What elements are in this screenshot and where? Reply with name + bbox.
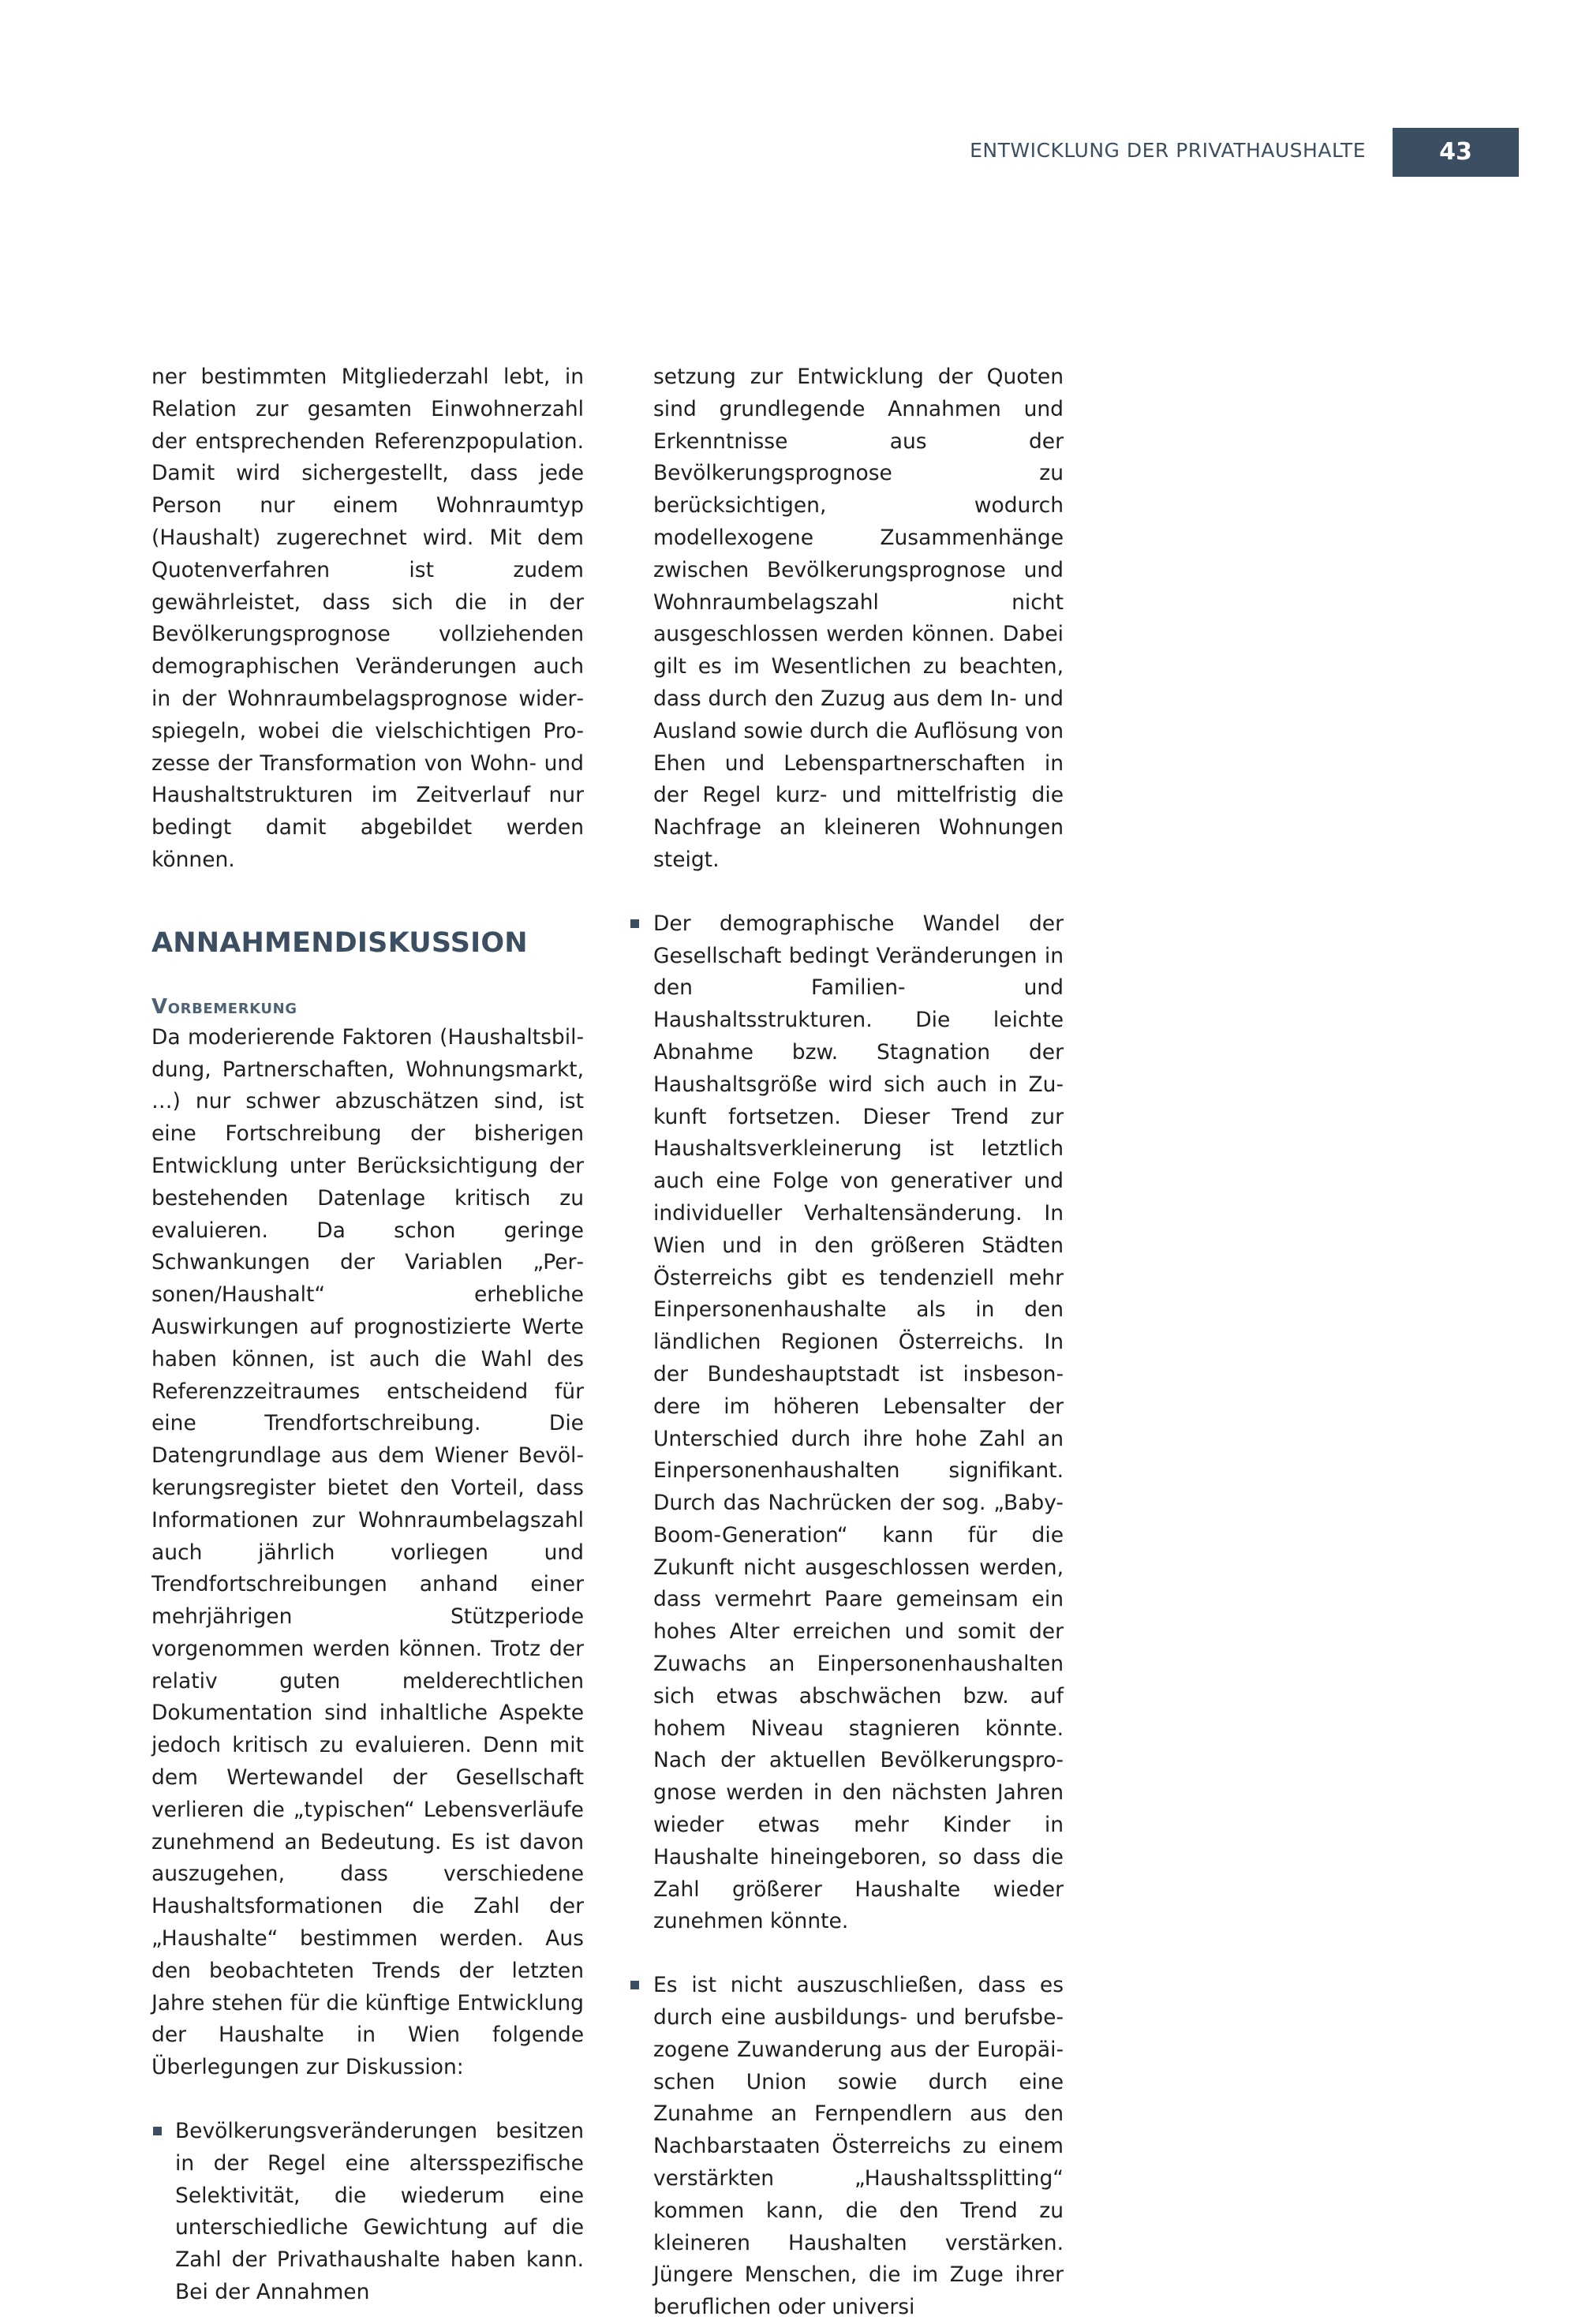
right-column — [653, 361, 1064, 2324]
bullet-item — [629, 908, 1064, 1939]
square-bullet-icon — [153, 2127, 162, 2135]
continuation-paragraph: setzung zur Entwicklung der Quoten sind grundlegende Annahmen und Erkenntnisse aus der Bevölkerungsprognose zu berücksichtigen, wodurch modellexogene Zusammenhänge zwischen Bevölkerungsprognose und Wohnraumbelagszahl nicht ausgeschlossen werden können. Dabei gilt es im Wesentlichen zu beachten, dass durch den Zuzug aus dem In- und Ausland sowie durch die Auflösung von Ehen und Lebenspartnerschaften in der Regel kurz- und mittelfristig die Nachfrage an kleineren Wohnungen steigt. — [653, 365, 1064, 872]
bullet-text: Es ist nicht auszuschließen, dass es durch eine ausbildungs- und berufsbezogene Zuwanderung aus der Europäischen Union sowie durch eine Zunahme an Fernpendlern aus den Nachbarstaaten Österreichs zu einem verstärkten „Haushaltssplitting“ kommen kann, die den Trend zu kleineren Haushalten verstärken. Jüngere Menschen, die im Zuge ihrer beruflichen oder universi — [653, 1973, 1064, 2320]
page-number-badge — [1393, 128, 1519, 177]
bullet-item — [629, 1970, 1064, 2324]
left-column — [151, 361, 584, 2309]
page-number: 43 — [1439, 138, 1472, 166]
bullet-text: Der demographische Wandel der Gesellschaft bedingt Veränderungen in den Familien- und Haushaltsstrukturen. Die leichte Abnahme bzw. Stagnation der Haushaltsgröße wird sich auch in Zukunft fortsetzen. Dieser Trend zur Haushaltsverkleinerung ist letztlich auch eine Folge von generativer und individueller Verhaltensänderung. In Wien und in den größeren Städten Österreichs gibt es tendenziell mehr Einpersonenhaushalte als in den ländlichen Regionen Österreichs. In der Bundeshauptstadt ist insbesondere im höheren Lebensalter der Unterschied durch ihre hohe Zahl an Einpersonenhaushalten signifikant. Durch das Nachrücken der sog. „Baby-Boom-Generation“ kann für die Zukunft nicht ausgeschlossen werden, dass vermehrt Paare gemeinsam ein hohes Alter erreichen und somit der Zuwachs an Einpersonenhaushalten sich etwas abschwächen bzw. auf hohem Niveau stagnieren könnte. Nach der aktuellen Bevölkerungsprognose werden in den nächsten Jahren wieder etwas mehr Kinder in Haushalte hineingeboren, so dass die Zahl größerer Haushalte wieder zunehmen könnte. — [653, 911, 1064, 1934]
bullet-text: Bevölkerungsveränderungen besitzen in der Regel eine altersspezifische Selektivität, die wiederum eine unterschiedliche Gewichtung auf die Zahl der Privathaushalte haben kann. Bei der Annahmen — [175, 2119, 584, 2305]
body-paragraph: Da moderierende Faktoren (Haushaltsbildung, Partnerschaften, Wohnungsmarkt, …) nur schwer abzuschätzen sind, ist eine Fortschreibung der bisherigen Entwicklung unter Berücksichtigung der bestehenden Datenlage kritisch zu evaluieren. Da schon geringe Schwankungen der Variablen „Personen/Haushalt“ erhebliche Auswirkungen auf prognostizierte Werte haben können, ist auch die Wahl des Referenzzeitraumes entscheidend für eine Trendfortschreibung. Die Datengrundlage aus dem Wiener Bevölkerungsregister bietet den Vorteil, dass Informationen zur Wohnraumbelagszahl auch jährlich vorliegen und Trendfortschreibungen anhand einer mehrjährigen Stützperiode vorgenommen werden können. Trotz der relativ guten melderechtlichen Dokumentation sind inhaltliche Aspekte jedoch kritisch zu evaluieren. Denn mit dem Wertewandel der Gesellschaft verlieren die „typischen“ Lebensverläufe zunehmend an Bedeutung. Es ist davon auszugehen, dass verschiedene Haushaltsformationen die Zahl der „Haushalte“ bestimmen werden. Aus den beobachteten Trends der letzten Jahre stehen für die künftige Entwicklung der Haushalte in Wien folgende Überlegungen zur Diskussion: — [151, 1024, 584, 2080]
running-header-title: ENTWICKLUNG DER PRIVATHAUSHALTE — [970, 139, 1366, 162]
square-bullet-icon — [630, 1981, 639, 1989]
subheading: Vorbemerkung — [151, 994, 297, 1019]
section-title: ANNAHMENDISKUSSION — [151, 926, 528, 959]
intro-paragraph: ner bestimmten Mitgliederzahl lebt, in Relation zur gesamten Einwohnerzahl der entsprechenden Referenzpopulation. Damit wird sichergestellt, dass jede Person nur einem Wohnraumtyp (Haushalt) zugerechnet wird. Mit dem Quotenverfahren ist zudem gewährleistet, dass sich die in der Bevölkerungsprognose vollziehenden demographischen Veränderungen auch in der Wohnraumbelagsprognose widerspiegeln, wobei die vielschichtigen Prozesse der Transformation von Wohn- und Haushaltstrukturen im Zeitverlauf nur bedingt damit abgebildet werden können. — [151, 365, 584, 872]
square-bullet-icon — [630, 919, 639, 928]
bullet-item — [151, 2116, 584, 2309]
